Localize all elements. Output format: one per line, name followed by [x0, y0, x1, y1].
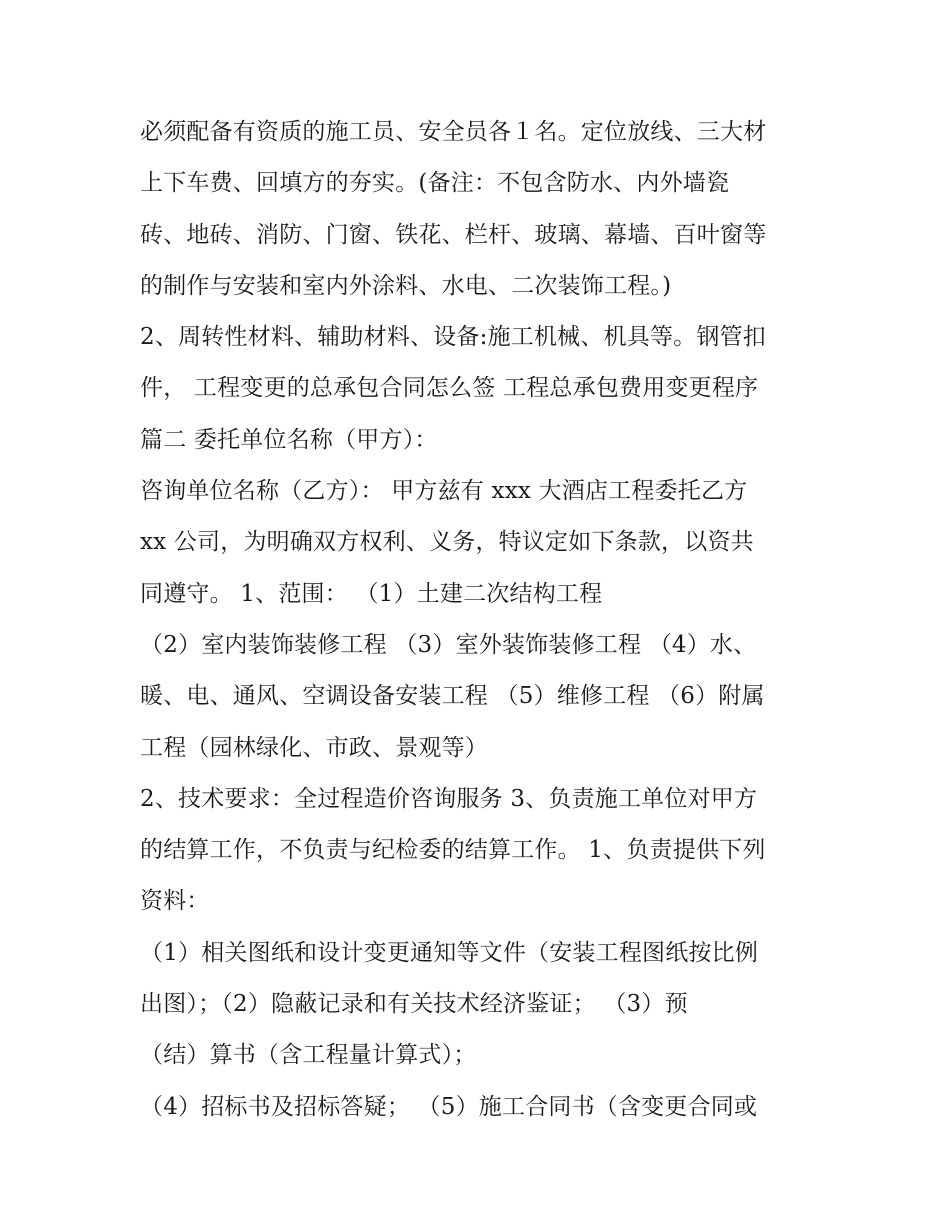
text-line: （4）招标书及招标答疑； （5）施工合同书（含变更合同或 [140, 1093, 758, 1120]
text-line: 资料： [140, 888, 210, 915]
text-line: 的制作与安装和室内外涂料、水电、二次装饰工程。) [140, 272, 672, 299]
text-line: 同遵守。 1、范围： （1）土建二次结构工程 [140, 580, 603, 607]
text-line: 件， 工程变更的总承包合同怎么签 工程总承包费用变更程序 [140, 375, 759, 402]
text-line: 2、周转性材料、辅助材料、设备:施工机械、机具等。钢管扣 [140, 324, 766, 351]
text-line: 暖、电、通风、空调设备安装工程 （5）维修工程 （6）附属 [140, 683, 765, 710]
text-line: 出图）；（2）隐蔽记录和有关技术经济鉴证； （3）预 [140, 991, 688, 1018]
text-line: 上下车费、回填方的夯实。(备注：不包含防水、内外墙瓷 [140, 170, 730, 197]
text-line: 篇二 委托单位名称（甲方）： [140, 426, 438, 453]
text-line: xx 公司，为明确双方权利、义务，特议定如下条款，以资共 [140, 529, 754, 556]
text-line: 工程（园林绿化、市政、景观等） [140, 734, 488, 761]
text-line: （1）相关图纸和设计变更通知等文件（安装工程图纸按比例 [140, 939, 759, 966]
document-body [140, 107, 830, 1133]
text-line: 咨询单位名称（乙方）： 甲方兹有 xxx 大酒店工程委托乙方 [140, 478, 748, 505]
text-line: 砖、地砖、消防、门窗、铁花、栏杆、玻璃、幕墙、百叶窗等 [140, 221, 767, 248]
text-line: （结）算书（含工程量计算式）； [140, 1042, 477, 1069]
text-line: （2）室内装饰装修工程 （3）室外装饰装修工程 （4）水、 [140, 631, 757, 658]
text-line: 的结算工作，不负责与纪检委的结算工作。 1、负责提供下列 [140, 837, 766, 864]
text-line: 2、技术要求：全过程造价咨询服务 3、负责施工单位对甲方 [140, 785, 758, 812]
text-line: 必须配备有资质的施工员、安全员各１名。定位放线、三大材 [140, 119, 767, 145]
